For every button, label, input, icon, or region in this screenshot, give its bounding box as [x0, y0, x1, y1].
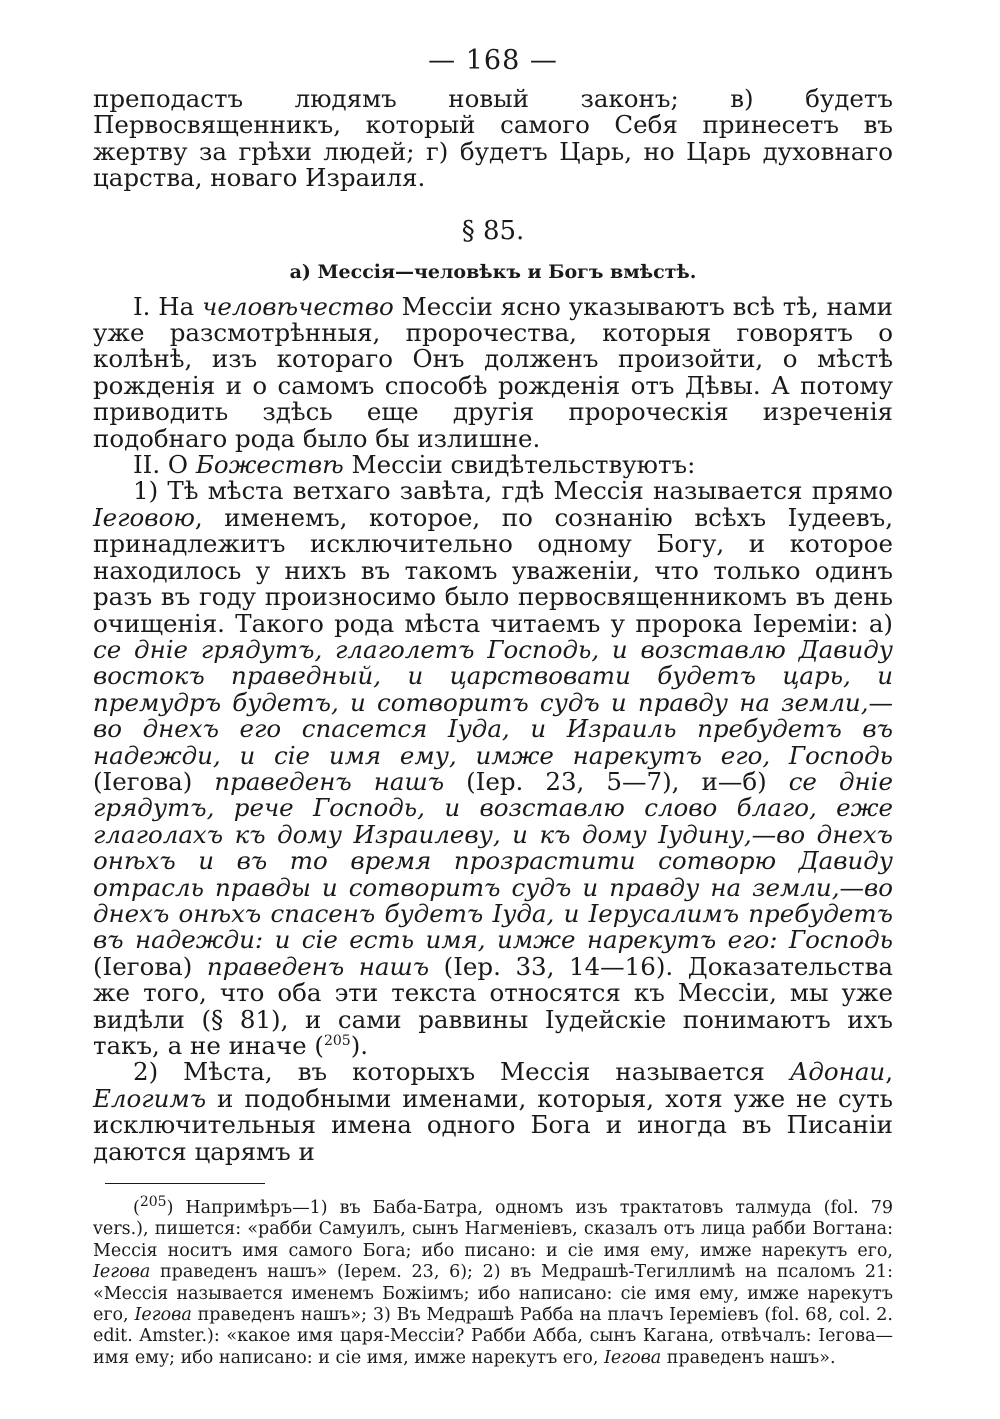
text-run: (Іер. 23, 5—7), и—б): [444, 766, 789, 796]
text-run: 2) Мѣста, въ которыхъ Мессія называется: [133, 1057, 790, 1087]
text-run: преподастъ людямъ новый законъ; в) будетъ Первосвященникъ, который самого Себя принесетъ въ жертву за грѣхи людей; г) будетъ Царь, но Царь духовнаго царства, новаго Израиля.: [93, 84, 893, 193]
italic-run: се дніе грядутъ, глаголетъ Господь, и возставлю Давиду востокъ праведный, и царствовати будетъ царь, и премудръ будетъ, и сотворитъ судъ и правду на земли,—во днехъ его спасется Іуда, и Израиль пребудетъ въ надежди, и сіе имя ему, имже нарекутъ его, Господь: [93, 634, 893, 770]
main-text: [93, 291, 893, 1166]
body-text: [93, 86, 893, 192]
paragraph-humanity: [93, 291, 893, 453]
italic-run: праведенъ нашъ: [214, 766, 445, 796]
text-run: Мессіи ясно указываютъ всѣ тѣ, нами уже разсмотрѣнныя, пророчества, которыя говорятъ о колѣнѣ, изъ котораго Онъ долженъ произойти, о мѣстѣ рожденія и о самомъ способѣ рожденія отъ Дѣвы. А потому приводить здѣсь еще другія пророческія изреченія подобнаго рода было бы излишне.: [93, 291, 893, 453]
italic-run: человѣчество: [202, 291, 394, 321]
paragraph-adonai-passages: [93, 1059, 893, 1165]
text-run: ).: [350, 1031, 369, 1060]
text-run: 1) Тѣ мѣста ветхаго завѣта, гдѣ Мессія называется прямо: [133, 476, 893, 506]
text-run: ,: [885, 1057, 893, 1087]
section-number: § 85.: [461, 215, 525, 246]
text-run: и подобными именами, которыя, хотя уже не суть исключительныя имена одного Бога и иногда въ Писаніи даются царямъ и: [93, 1083, 893, 1166]
text-run: (Іегова): [93, 951, 207, 981]
text-run: II. О: [133, 450, 196, 480]
italic-run: Іеговою: [93, 502, 195, 532]
text-run: (: [133, 1198, 140, 1219]
paragraph-divinity-intro: [93, 452, 893, 478]
section-subheading: а) Мессія—человѣкъ и Богъ вмѣстѣ.: [289, 260, 697, 283]
italic-run: Іегова: [603, 1347, 662, 1368]
text-run: ) Напримѣръ—1) въ Баба-Батра, одномъ изъ трактатовъ талмуда (fol. 79 vers.), пишется: «рабби Самуилъ, сынъ Нагменіевъ, сказалъ отъ лица рабби Вогтана: Мессія носитъ имя самого Бога; ибо писано: и сіе имя ему, имже нарекутъ его,: [93, 1198, 893, 1261]
italic-run: Іегова: [93, 1262, 151, 1283]
italic-run: се дніе грядутъ, рече Господь, и возставлю слово благо, еже глаголахъ къ дому Израилеву, и къ дому Іудину,—во днехъ онѣхъ и въ то время прозрастити сотворю Давиду отрасль правды и сотворитъ судъ и правду на земли,—во днехъ онѣхъ спасенъ будетъ Іуда, и Іерусалимъ пребудетъ въ надежди: и сіе есть имя, имже нарекутъ его: Господь: [93, 766, 893, 955]
text-run: праведенъ нашъ» (Іерем. 23, 6); 2) въ Медрашѣ-Тегиллимѣ на псаломъ 21: «Мессія называется именемъ Божіимъ; ибо написано: сіе имя ему, имже нарекутъ его,: [93, 1262, 893, 1326]
text-run: (Іегова): [93, 766, 215, 796]
text-run: , именемъ, которое, по сознанію всѣхъ Іудеевъ, принадлежитъ исключительно одному Богу, и которое находилось у нихъ въ такомъ уваженіи, что только одинъ разъ въ году произносимо было первосвященникомъ въ день очищенія. Такого рода мѣста читаемъ у пророка Іереміи: а): [93, 502, 893, 638]
text-run: (Іер. 33, 14—16). Доказательства же того, что оба эти текста относятся къ Мессіи, мы уже видѣли (§ 81), и сами раввины Іудейскіе понимаютъ ихъ такъ, а не иначе (: [93, 951, 893, 1060]
text-run: праведенъ нашъ».: [661, 1347, 836, 1368]
italic-run: Іегова: [134, 1305, 192, 1326]
continuation-paragraph: [93, 86, 893, 192]
italic-run: Елогимъ: [93, 1083, 207, 1113]
paragraph-jehovah-passages: [93, 478, 893, 1059]
book-page: [93, 44, 893, 1369]
footnote-ref: 205: [323, 1032, 351, 1049]
italic-run: Адонаи: [789, 1057, 886, 1087]
page-number: — 168 —: [428, 45, 558, 76]
footnote-ref: 205: [139, 1194, 167, 1211]
text-run: Мессіи свидѣтельствуютъ:: [343, 450, 696, 480]
footnote-divider: [105, 1183, 265, 1184]
text-run: праведенъ нашъ»; 3) Въ Медрашѣ Рабба на плачъ Іереміевъ (fol. 68, col. 2. edit. Amster.): «какое имя царя-Мессіи? Рабби Абба, сынъ Кагана, отвѣчалъ: Іегова—имя ему; ибо написано: и сіе имя, имже нарекутъ его,: [93, 1305, 893, 1368]
footnote-205: [93, 1194, 893, 1369]
text-run: I. На: [133, 291, 203, 321]
italic-run: праведенъ нашъ: [206, 951, 430, 981]
italic-run: Божествѣ: [195, 450, 344, 480]
